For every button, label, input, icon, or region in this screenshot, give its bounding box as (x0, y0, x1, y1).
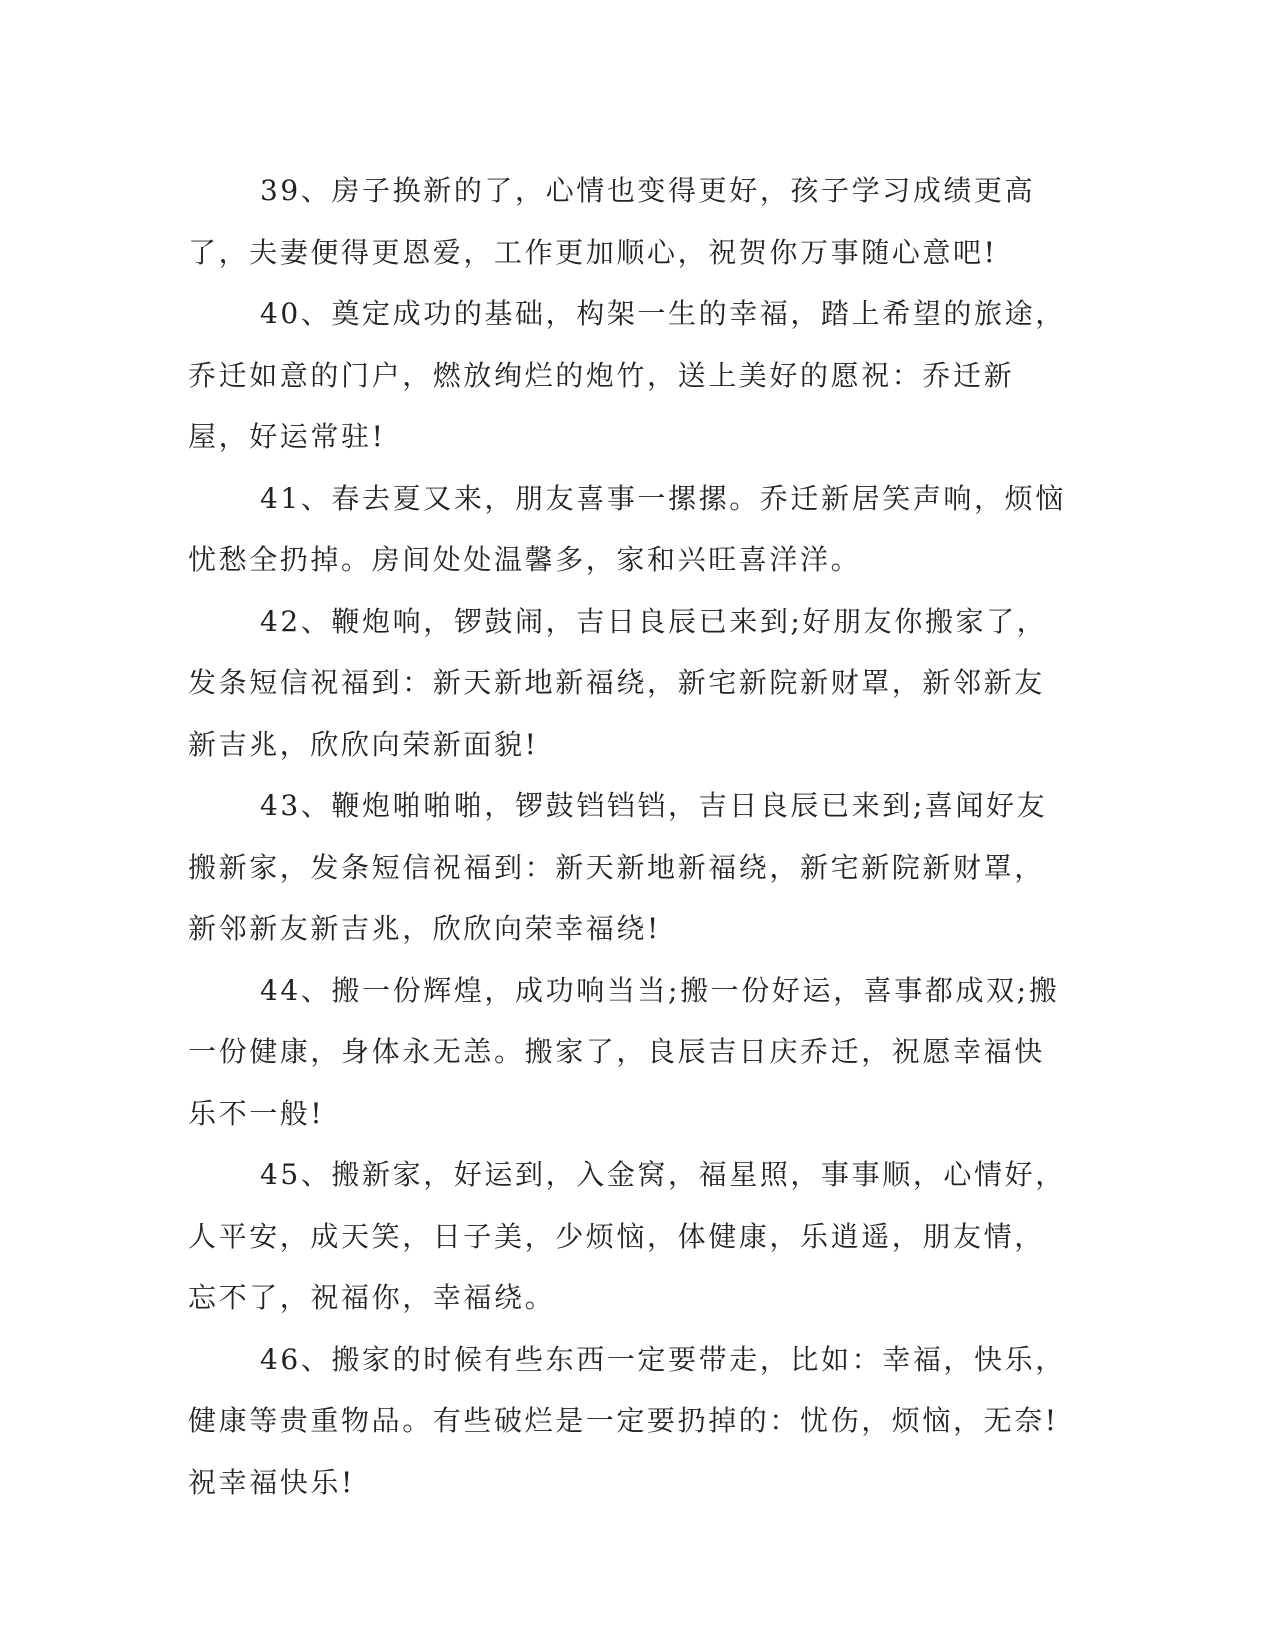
document-body (188, 160, 1068, 1513)
paragraph-40: 40、奠定成功的基础，构架一生的幸福，踏上希望的旅途，乔迁如意的门户，燃放绚烂的炮竹，送上美好的愿祝：乔迁新屋，好运常驻! (188, 297, 1066, 453)
paragraph-44: 44、搬一份辉煌，成功响当当;搬一份好运，喜事都成双;搬一份健康，身体永无恙。搬家了，良辰吉日庆乔迁，祝愿幸福快乐不一般! (188, 973, 1060, 1130)
paragraph-46: 46、搬家的时候有些东西一定要带走，比如：幸福，快乐，健康等贵重物品。有些破烂是一定要扔掉的：忧伤，烦恼，无奈!祝幸福快乐! (188, 1342, 1066, 1499)
paragraph-43: 43、鞭炮啪啪啪，锣鼓铛铛铛，吉日良辰已来到;喜闻好友搬新家，发条短信祝福到：新天新地新福绕，新宅新院新财罩，新邻新友新吉兆，欣欣向荣幸福绕! (188, 789, 1048, 945)
paragraph-45: 45、搬新家，好运到，入金窝，福星照，事事顺，心情好，人平安，成天笑，日子美，少烦恼，体健康，乐逍遥，朋友情，忘不了，祝福你，幸福绕。 (188, 1158, 1066, 1314)
paragraph-42: 42、鞭炮响，锣鼓闹，吉日良辰已来到;好朋友你搬家了，发条短信祝福到：新天新地新福绕，新宅新院新财罩，新邻新友新吉兆，欣欣向荣新面貌! (188, 604, 1048, 761)
paragraph-41: 41、春去夏又来，朋友喜事一摞摞。乔迁新居笑声响，烦恼忧愁全扔掉。房间处处温馨多，家和兴旺喜洋洋。 (188, 481, 1066, 576)
paragraph-39: 39、房子换新的了，心情也变得更好，孩子学习成绩更高了，夫妻便得更恩爱，工作更加顺心，祝贺你万事随心意吧! (188, 174, 1036, 269)
